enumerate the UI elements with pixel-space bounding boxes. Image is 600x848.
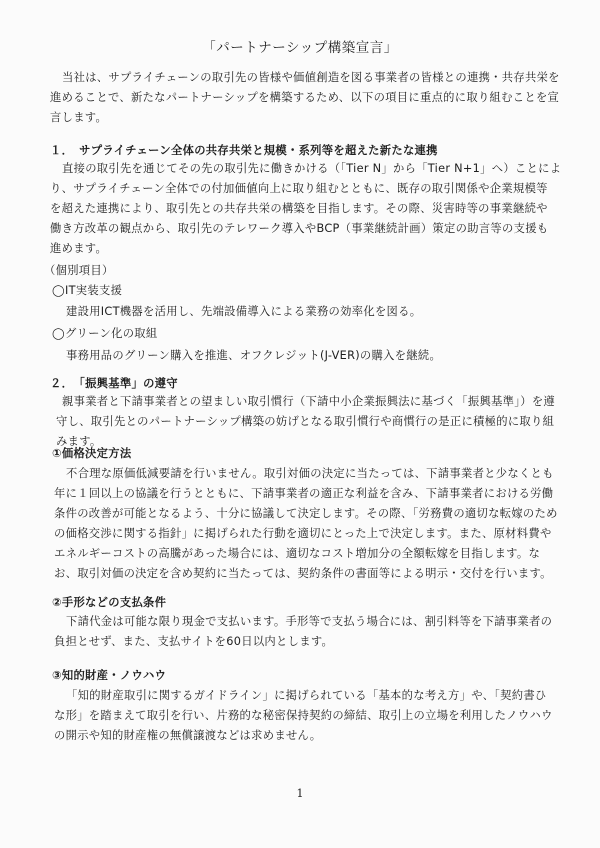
section1-line: を超えた連携により、取引先との共存共栄の構築を目指します。その際、災害時等の事業継続や [50,202,548,215]
sub1-heading: ①価格決定方法 [52,447,132,460]
individual-items-label: （個別項目） [44,264,114,277]
sub2-line: 負担とせず、また、支払サイトを60日以内とします。 [54,635,334,648]
sub1-line: 不合理な原価低減要請を行いません。取引対価の決定に当たっては、下請事業者と少なくとも [66,467,554,480]
intro-line: 進めることで、新たなパートナーシップを構築するため、以下の項目に重点的に取り組むことを宣 [50,91,560,104]
item-description: 建設用ICT機器を活用し、先端設備導入による業務の効率化を図る。 [66,305,422,318]
intro-line: 当社は、サプライチェーンの取引先の皆様や価値創造を図る事業者の皆様との連携・共存共栄を [62,71,560,84]
section1-line: り、サプライチェーン全体での付加価値向上に取り組むとともに、既存の取引関係や企業規模等 [50,182,548,195]
sub2-body [54,612,552,652]
item-title: ◯グリーン化の取組 [52,327,158,340]
sub3-line: の開示や知的財産権の無償譲渡などは求めません。 [54,729,322,742]
section1-body [50,159,561,259]
sub2-heading: ②手形などの支払条件 [52,596,167,609]
sub3-line: 「知的財産取引に関するガイドライン」に掲げられている「基本的な考え方」や、「契約書ひ [66,689,547,702]
sub1-line: の価格交渉に関する指針」に掲げられた行動を適切にとった上で決定します。また、原材料費や [54,527,552,540]
sub3-heading: ③知的財産・ノウハウ [52,669,167,682]
page-title: 「パートナーシップ構築宣言」 [202,40,398,56]
section1-line: 直接の取引先を通じてその先の取引先に働きかける（「Tier N」から「Tier N+1」へ）ことによ [62,162,562,175]
item-title: ◯IT実装支援 [52,284,123,297]
sub1-line: お、取引対価の決定を含め契約に当たっては、契約条件の書面等による明示・交付を行います。 [54,567,552,580]
sub2-line: 下請代金は可能な限り現金で支払います。手形等で支払う場合には、割引料等を下請事業者の [66,615,553,628]
sub3-line: な形」を踏まえて取引を行い、片務的な秘密保持契約の締結、取引上の立場を利用したノウハウ [54,709,553,722]
section2-line: 守し、取引先とのパートナーシップ構築の妨げとなる取引慣行や商慣行の是正に積極的に取り組 [56,415,555,428]
intro-line: 言します。 [50,111,108,124]
sub1-body [54,464,558,584]
section2-line: 親事業者と下請事業者との望ましい取引慣行（下請中小企業振興法に基づく「振興基準」）を遵 [62,395,556,408]
section2-body [50,392,555,452]
page-number: 1 [296,787,304,800]
sub1-line: エネルギーコストの高騰があった場合には、適切なコスト増加分の全額転嫁を目指します。な [54,547,541,560]
section2-line: みます。 [56,435,102,448]
intro-paragraph [50,68,560,128]
section2-heading: ２． 「振興基準」の遵守 [50,377,178,390]
sub1-line: 条件の改善が可能となるよう、十分に協議して決定します。その際、「労務費の適切な転嫁のため [54,507,558,520]
section1-line: 働き方改革の観点から、取引先のテレワーク導入やBCP（事業継続計画）策定の助言等の支援も [50,222,549,235]
sub1-line: 年に１回以上の協議を行うとともに、下請事業者の適正な利益を含み、下請事業者における労働 [54,487,554,500]
section1-heading: １． サプライチェーン全体の共存共栄と規模・系列等を超えた新たな連携 [50,144,438,157]
item-description: 事務用品のグリーン購入を推進、オフクレジット(J-VER)の購入を継続。 [66,349,442,362]
section1-line: 進めます。 [50,242,108,255]
sub3-body [54,686,553,746]
